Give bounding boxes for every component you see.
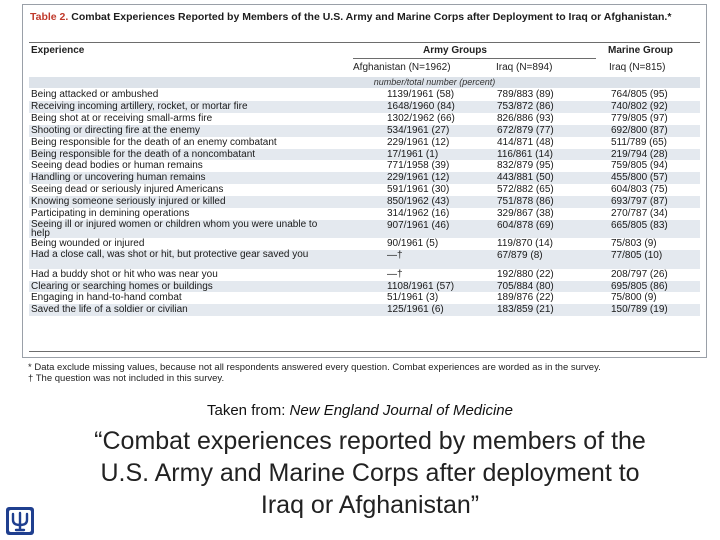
iraq-army-cell: 672/879 (77) <box>497 124 554 136</box>
iraq-army-cell: 751/878 (86) <box>497 196 554 208</box>
footnote-missing-values: * Data exclude missing values, because not all respondents answered every question. Combat experiences are worded as in the survey. <box>28 362 601 373</box>
table-row <box>29 304 700 316</box>
iraq-army-cell: 443/881 (50) <box>497 172 554 184</box>
experience-cell: Seeing dead bodies or human remains <box>31 160 203 172</box>
footnote-not-included: † The question was not included in this survey. <box>28 373 225 384</box>
header-rule-top <box>29 42 700 43</box>
experience-cell: Being attacked or ambushed <box>31 89 159 100</box>
slide-caption: “Combat experiences reported by members of the U.S. Army and Marine Corps after deployment to Iraq or Afghanistan” <box>94 427 646 519</box>
afghanistan-cell: 17/1961 (1) <box>387 148 439 160</box>
subheader-iraq-army: Iraq (N=894) <box>496 62 553 73</box>
experience-cell: Had a close call, was shot or hit, but protective gear saved you <box>31 249 309 261</box>
table-row <box>29 220 700 238</box>
iraq-army-cell: 67/879 (8) <box>497 250 543 262</box>
experience-cell: Being responsible for the death of a noncombatant <box>31 148 256 160</box>
iraq-army-cell: 705/884 (80) <box>497 280 554 292</box>
afghanistan-cell: 591/1961 (30) <box>387 184 450 196</box>
psi-logo-icon <box>5 506 35 536</box>
experience-cell: Engaging in hand-to-hand combat <box>31 292 182 304</box>
afghanistan-cell: 534/1961 (27) <box>387 124 450 136</box>
iraq-marine-cell: 75/800 (9) <box>611 292 657 304</box>
iraq-marine-cell: 693/797 (87) <box>611 196 668 208</box>
iraq-army-cell: 826/886 (93) <box>497 112 554 124</box>
subheader-afghanistan: Afghanistan (N=1962) <box>353 62 451 73</box>
experience-cell: Receiving incoming artillery, rocket, or mortar fire <box>31 100 248 112</box>
iraq-army-cell: 119/870 (14) <box>497 238 553 250</box>
iraq-army-cell: 192/880 (22) <box>497 268 554 280</box>
table-footnotes <box>28 362 708 384</box>
afghanistan-cell: —† <box>387 250 403 262</box>
iraq-marine-cell: 692/800 (87) <box>611 124 668 136</box>
afghanistan-cell: 1108/1961 (57) <box>387 280 455 292</box>
table-row <box>29 101 700 113</box>
afghanistan-cell: 1139/1961 (58) <box>387 89 455 100</box>
table-row <box>29 184 700 196</box>
afghanistan-cell: —† <box>387 268 403 280</box>
afghanistan-cell: 850/1962 (43) <box>387 196 450 208</box>
experience-cell: Seeing ill or injured women or children whom you were unable to help <box>31 218 318 240</box>
afghanistan-cell: 125/1961 (6) <box>387 304 444 316</box>
iraq-army-cell: 604/878 (69) <box>497 219 554 231</box>
experience-cell: Participating in demining operations <box>31 208 190 219</box>
table-row <box>29 149 700 161</box>
table-row <box>29 281 700 293</box>
afghanistan-cell: 1302/1962 (66) <box>387 112 455 124</box>
iraq-army-cell: 572/882 (65) <box>497 184 554 196</box>
experience-cell: Shooting or directing fire at the enemy <box>31 124 200 136</box>
table-row <box>29 113 700 125</box>
iraq-army-cell: 116/861 (14) <box>497 148 553 160</box>
experience-cell: Had a buddy shot or hit who was near you <box>31 268 218 280</box>
iraq-marine-cell: 219/794 (28) <box>611 148 668 160</box>
afghanistan-cell: 90/1961 (5) <box>387 238 439 250</box>
iraq-army-cell: 183/859 (21) <box>497 304 554 316</box>
iraq-marine-cell: 740/802 (92) <box>611 100 668 112</box>
afghanistan-cell: 314/1962 (16) <box>387 208 450 219</box>
source-prefix: Taken from: <box>207 402 290 419</box>
army-header-rule <box>353 58 596 59</box>
table-row <box>29 89 700 101</box>
table-row <box>29 160 700 172</box>
iraq-army-cell: 329/867 (38) <box>497 208 554 219</box>
iraq-army-cell: 753/872 (86) <box>497 100 554 112</box>
source-journal: New England Journal of Medicine <box>289 402 513 419</box>
afghanistan-cell: 229/1961 (12) <box>387 172 450 184</box>
experience-cell: Being shot at or receiving small-arms fire <box>31 112 213 124</box>
source-line <box>0 402 720 419</box>
afghanistan-cell: 907/1961 (46) <box>387 219 450 231</box>
iraq-army-cell: 789/883 (89) <box>497 89 554 100</box>
iraq-marine-cell: 665/805 (83) <box>611 219 668 231</box>
experience-cell: Knowing someone seriously injured or killed <box>31 196 226 208</box>
iraq-marine-cell: 511/789 (65) <box>611 136 667 148</box>
table-row <box>29 250 700 268</box>
iraq-army-cell: 189/876 (22) <box>497 292 554 304</box>
table-row <box>29 137 700 149</box>
iraq-marine-cell: 208/797 (26) <box>611 268 668 280</box>
iraq-marine-cell: 759/805 (94) <box>611 160 668 172</box>
table-row <box>29 125 700 137</box>
afghanistan-cell: 229/1961 (12) <box>387 136 450 148</box>
table-row <box>29 196 700 208</box>
table-row <box>29 269 700 281</box>
iraq-marine-cell: 75/803 (9) <box>611 238 657 250</box>
table-title-text: Combat Experiences Reported by Members of the U.S. Army and Marine Corps after Deployment to Iraq or Afghanistan.* <box>71 11 672 23</box>
experience-cell: Saved the life of a soldier or civilian <box>31 304 188 316</box>
header-marine-group: Marine Group <box>608 45 674 56</box>
table-title <box>30 11 700 23</box>
iraq-marine-cell: 764/805 (95) <box>611 89 668 100</box>
iraq-marine-cell: 455/800 (57) <box>611 172 668 184</box>
table-label: Table 2. <box>30 11 69 23</box>
iraq-marine-cell: 270/787 (34) <box>611 208 668 219</box>
iraq-marine-cell: 77/805 (10) <box>611 250 663 262</box>
experience-cell: Handling or uncovering human remains <box>31 172 206 184</box>
iraq-marine-cell: 779/805 (97) <box>611 112 668 124</box>
iraq-marine-cell: 604/803 (75) <box>611 184 668 196</box>
iraq-marine-cell: 150/789 (19) <box>611 304 668 316</box>
iraq-army-cell: 414/871 (48) <box>497 136 554 148</box>
table-row <box>29 292 700 304</box>
subheader-iraq-marine: Iraq (N=815) <box>609 62 666 73</box>
afghanistan-cell: 1648/1960 (84) <box>387 100 455 112</box>
combat-experience-table <box>22 4 707 358</box>
units-note: number/total number (percent) <box>29 77 700 88</box>
header-army-groups: Army Groups <box>423 45 487 56</box>
afghanistan-cell: 51/1961 (3) <box>387 292 439 304</box>
experience-cell: Clearing or searching homes or buildings <box>31 280 213 292</box>
experience-cell: Seeing dead or seriously injured Americans <box>31 184 224 196</box>
iraq-army-cell: 832/879 (95) <box>497 160 554 172</box>
afghanistan-cell: 771/1958 (39) <box>387 160 450 172</box>
table-bottom-rule <box>29 351 700 352</box>
header-experience: Experience <box>31 45 85 56</box>
iraq-marine-cell: 695/805 (86) <box>611 280 668 292</box>
experience-cell: Being wounded or injured <box>31 238 145 250</box>
experience-cell: Being responsible for the death of an enemy combatant <box>31 136 277 148</box>
table-row <box>29 172 700 184</box>
